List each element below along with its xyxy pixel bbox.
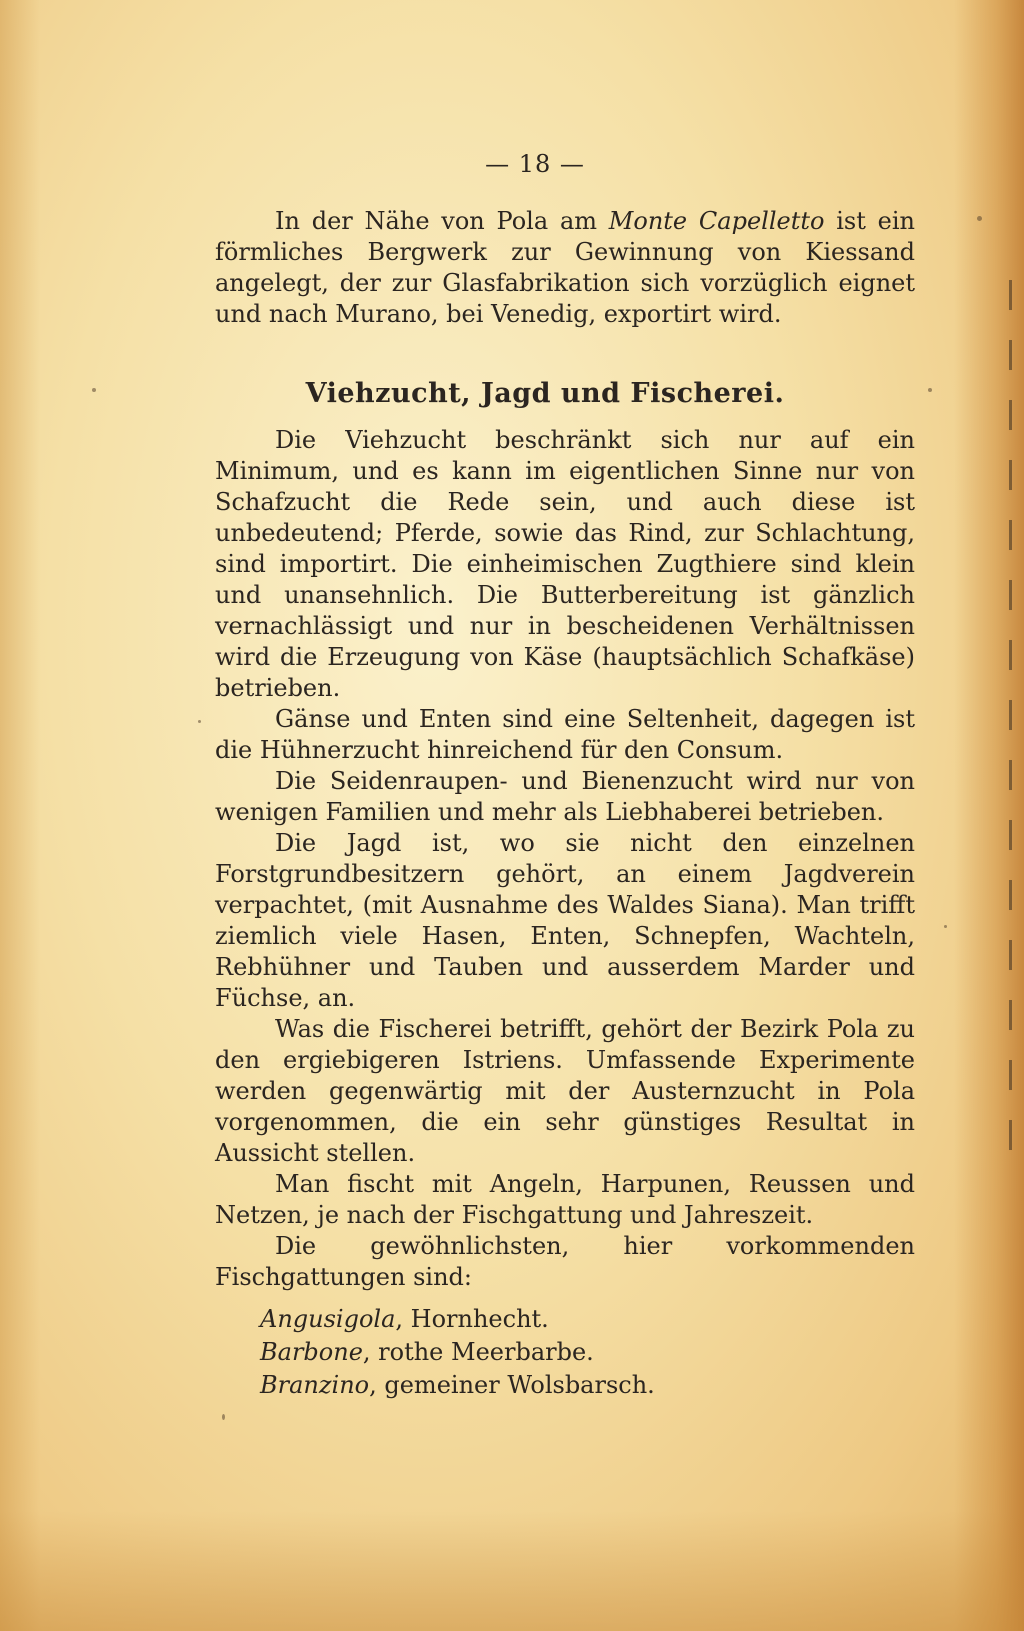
place-name-italic: Monte Capelletto [608,207,825,235]
fish-desc: , gemeiner Wolsbarsch. [369,1371,655,1399]
fish-list [215,1303,915,1402]
fish-name: Barbone [260,1338,363,1366]
paper-speck [928,388,932,392]
paragraph-fischgattungen: Die gewöhnlichsten, hier vorkommenden Fischgattungen sind: [215,1232,915,1291]
paragraph-fischmethoden: Man fischt mit Angeln, Harpunen, Reussen und Netzen, je nach der Fischgattung und Jahreszeit. [215,1170,915,1229]
fish-desc: , rothe Meerbarbe. [362,1338,594,1366]
paragraph-seidenraupen: Die Seidenraupen- und Bienenzucht wird nur von wenigen Familien und mehr als Liebhaberei betrieben. [215,767,915,826]
list-item [260,1336,915,1369]
paper-speck [977,216,982,221]
section-heading: Viehzucht, Jagd und Fischerei. [305,378,785,409]
page-binding-edge [1009,280,1012,1180]
page-edge-right [954,0,1024,1631]
fish-desc: , Hornhecht. [395,1305,549,1333]
paragraph-viehzucht: Die Viehzucht beschränkt sich nur auf ein Minimum, und es kann im eigentlichen Sinne nur von Schafzucht die Rede sein, und auch diese ist unbedeutend; Pferde, sowie das Rind, zur Schlachtung, sind importirt. Die einheimischen Zugthiere sind klein und unansehnlich. Die Butterbereitung ist gänzlich vernachlässigt und nur in bescheidenen Verhältnissen wird die Erzeugung von Käse (hauptsächlich Schafkäse) betrieben. [215,426,915,702]
intro-text-before: In der Nähe von Pola am [275,207,609,235]
list-item [260,1369,915,1402]
paper-speck [944,925,947,928]
list-item [260,1303,915,1336]
page-edge-left [0,0,40,1631]
page-edge-bottom [0,1511,1024,1631]
page-content [215,150,915,1402]
intro-text-after: ist ein förmliches Bergwerk zur Gewinnung von Kiessand angelegt, der zur Glasfabrikation sich vorzüglich eignet und nach Murano, bei Venedig, exportirt wird. [215,207,915,328]
paragraph-gaense: Gänse und Enten sind eine Seltenheit, dagegen ist die Hühnerzucht hinreichend für den Consum. [215,705,915,764]
page-number: — 18 — [485,150,585,178]
fish-name: Branzino [260,1371,370,1399]
paper-speck [198,720,201,723]
paragraph-jagd: Die Jagd ist, wo sie nicht den einzelnen Forstgrundbesitzern gehört, an einem Jagdverein verpachtet, (mit Ausnahme des Waldes Siana). Man trifft ziemlich viele Hasen, Enten, Schnepfen, Wachteln, Rebhühner und Tauben und ausserdem Marder und Füchse, an. [215,829,915,1012]
paper-speck [222,1414,225,1420]
intro-paragraph [215,206,915,330]
fish-name: Angusigola [260,1305,396,1333]
paragraph-fischerei: Was die Fischerei betrifft, gehört der Bezirk Pola zu den ergiebigeren Istriens. Umfassende Experimente werden gegenwärtig mit der Austernzucht in Pola vorgenommen, die ein sehr günstiges Resultat in Aussicht stellen. [215,1015,915,1167]
paper-speck [92,388,96,392]
